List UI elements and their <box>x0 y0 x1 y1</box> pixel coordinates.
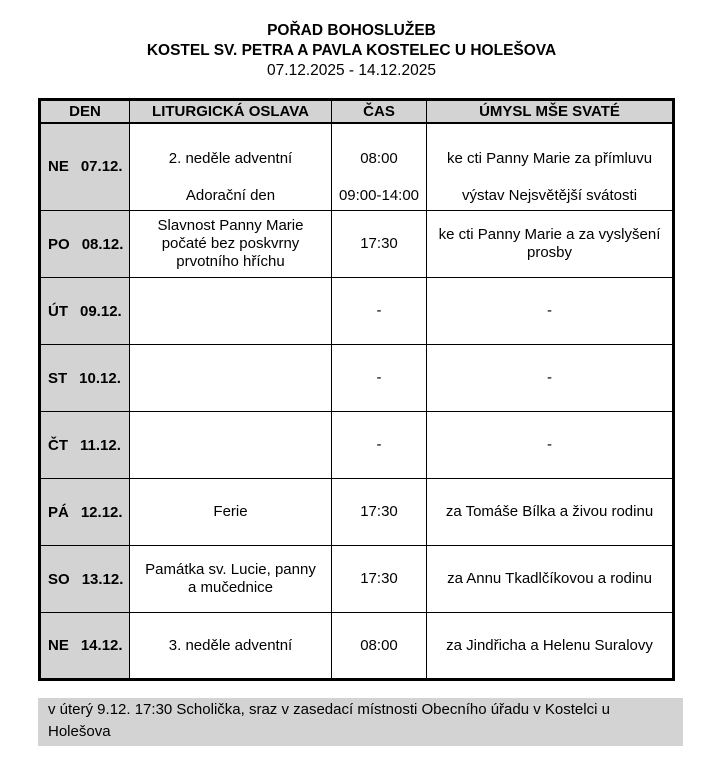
column-header-liturgicka-oslava: LITURGICKÁ OSLAVA <box>130 100 332 123</box>
cell-line: za Jindřicha a Helenu Suralovy <box>446 636 653 654</box>
day-cell <box>40 546 130 613</box>
cell-line: prvotního hříchu <box>176 253 285 270</box>
day-date: 08.12. <box>81 235 124 253</box>
footer-note: v úterý 9.12. 17:30 Scholička, sraz v zasedací místnosti Obecního úřadu v Kostelci u Holešova <box>38 698 683 746</box>
day-abbreviation: ÚT <box>48 302 68 320</box>
day-cell <box>40 479 130 546</box>
day-abbreviation: ST <box>48 369 68 387</box>
liturgy-cell <box>130 412 332 479</box>
cell-line: za Tomáše Bílka a živou rodinu <box>445 503 654 520</box>
intention-cell <box>427 613 674 680</box>
cell-line: za Annu Tkadlčíkovou a rodinu <box>447 570 652 587</box>
cell-line: 17:30 <box>360 570 398 587</box>
liturgy-cell <box>130 123 332 211</box>
intention-cell <box>427 412 674 479</box>
schedule-table-header <box>40 100 674 123</box>
intention-cell <box>427 345 674 412</box>
cell-line: počaté bez poskvrny <box>161 235 300 252</box>
day-cell <box>40 211 130 278</box>
cell-line: 17:30 <box>360 235 398 252</box>
schedule-table-body <box>40 123 674 680</box>
cell-line: - <box>376 436 382 453</box>
intention-cell <box>427 123 674 211</box>
time-cell <box>332 479 427 546</box>
time-cell <box>332 345 427 412</box>
table-row <box>40 345 674 412</box>
intention-cell <box>427 278 674 345</box>
cell-line: 3. neděle adventní <box>168 636 293 654</box>
time-cell <box>332 613 427 680</box>
day-cell <box>40 278 130 345</box>
time-cell <box>332 412 427 479</box>
cell-line: 2. neděle adventní <box>168 149 293 167</box>
cell-line: prosby <box>526 244 573 261</box>
liturgy-cell <box>130 345 332 412</box>
liturgy-cell <box>130 613 332 680</box>
intention-cell <box>427 546 674 613</box>
cell-line: - <box>376 369 382 386</box>
column-header-den: DEN <box>40 100 130 123</box>
liturgy-cell <box>130 278 332 345</box>
table-row <box>40 412 674 479</box>
cell-line: Slavnost Panny Marie <box>157 217 304 234</box>
cell-line: - <box>547 302 552 319</box>
cell-line: - <box>376 302 382 319</box>
day-abbreviation: NE <box>48 637 69 654</box>
cell-line: Památka sv. Lucie, panny <box>145 561 316 578</box>
day-cell <box>40 613 130 680</box>
day-abbreviation: NE <box>48 158 69 176</box>
column-header-umysl-mse-svate: ÚMYSL MŠE SVATÉ <box>427 100 674 123</box>
day-date: 10.12. <box>79 369 121 387</box>
cell-line: a mučednice <box>187 579 274 596</box>
schedule-table <box>38 98 675 681</box>
cell-line: - <box>547 369 552 386</box>
table-row <box>40 123 674 211</box>
cell-line: Ferie <box>213 503 248 520</box>
time-cell <box>332 211 427 278</box>
day-abbreviation: PO <box>48 235 70 253</box>
cell-line: 08:00 <box>360 149 398 167</box>
cell-line: 08:00 <box>360 636 398 654</box>
day-date: 14.12. <box>80 637 123 654</box>
day-date: 07.12. <box>80 158 123 176</box>
day-date: 11.12. <box>80 436 121 454</box>
time-cell <box>332 546 427 613</box>
cell-line: - <box>547 436 552 453</box>
date-range: 07.12.2025 - 14.12.2025 <box>267 62 436 79</box>
intention-cell <box>427 211 674 278</box>
cell-line: 17:30 <box>360 503 398 520</box>
cell-line: 09:00-14:00 <box>338 186 420 204</box>
day-cell <box>40 412 130 479</box>
time-cell <box>332 123 427 211</box>
cell-line: výstav Nejsvětější svátosti <box>461 186 638 204</box>
day-date: 09.12. <box>80 302 122 320</box>
day-date: 12.12. <box>80 503 123 521</box>
day-date: 13.12. <box>81 570 124 588</box>
day-abbreviation: PÁ <box>48 503 69 521</box>
day-cell <box>40 123 130 211</box>
table-row <box>40 613 674 680</box>
cell-line: ke cti Panny Marie a za vyslyšení <box>438 226 661 243</box>
cell-line: Adorační den <box>185 186 276 204</box>
day-cell <box>40 345 130 412</box>
table-row <box>40 211 674 278</box>
intention-cell <box>427 479 674 546</box>
day-abbreviation: SO <box>48 570 70 588</box>
column-header-cas: ČAS <box>332 100 427 123</box>
document-title: POŘAD BOHOSLUŽEB <box>267 22 436 39</box>
time-cell <box>332 278 427 345</box>
table-row <box>40 546 674 613</box>
liturgy-cell <box>130 546 332 613</box>
liturgy-cell <box>130 211 332 278</box>
document-header <box>0 0 703 81</box>
liturgy-cell <box>130 479 332 546</box>
header-row <box>40 100 674 123</box>
day-abbreviation: ČT <box>48 436 68 454</box>
table-row <box>40 479 674 546</box>
table-row <box>40 278 674 345</box>
cell-line: ke cti Panny Marie za přímluvu <box>446 149 653 167</box>
document-subtitle: KOSTEL SV. PETRA A PAVLA KOSTELEC U HOLEŠOVA <box>146 42 557 59</box>
